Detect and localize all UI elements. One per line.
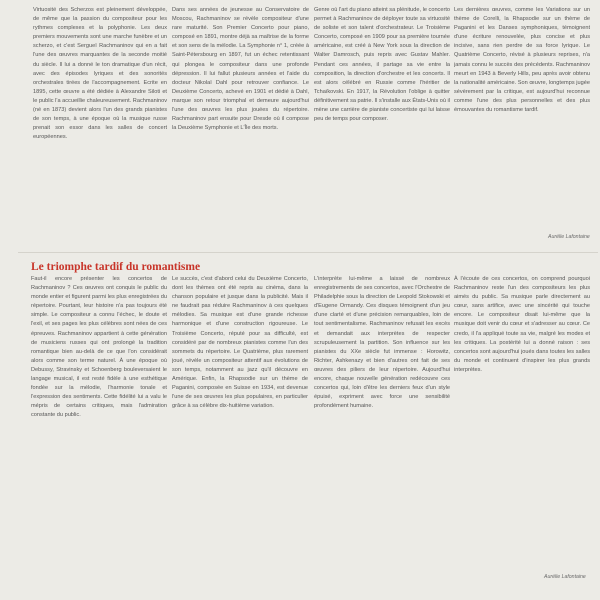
upper-column-4: [454, 6, 590, 248]
upper-column-3: [314, 6, 450, 248]
section-divider: [18, 252, 598, 253]
upper-paragraph-1: Virtuosité des Scherzos est pleinement développée, de même que la passion du compositeur pour les rythmes complexes et la polyphonie. Les deux premiers mouvements sont une marche funèbre et un scherzo, et c'est Sergueï Rachmaninov qui en a fait l'une des œuvres marquantes de la seconde moitié du siècle. Il lui a donné le ton dramatique d'un récit, avec des épisodes lyriques et des sonorités orchestrales tirées de l'accompagnement. Ecrite en 1895, cette œuvre a été dédiée à Alexandre Siloti et le public l'a accueillie chaleureusement. Rachmaninov (né en 1873) devient alors l'un des grands pianistes de son temps, à une époque où la musique russe prenait son essor dans les salles de concert européennes.: [33, 7, 167, 141]
lower-paragraph-1: Faut-il encore présenter les concertos de Rachmaninov ? Ces œuvres ont conquis le public du monde entier et figurent parmi les plus enregistrées du répertoire. Pourtant, leur histoire n'a pas toujours été simple. Le compositeur a connu l'échec, le doute et l'exil, et ses pages les plus célèbres sont nées de ces épreuves. Rachmaninov appartient à cette génération de musiciens russes qui ont prolongé la tradition romantique bien au-delà de ce que l'on considérait alors comme son terme naturel. À une époque où Debussy, Stravinsky et Schoenberg bouleversaient le langage musical, il est resté fidèle à une esthétique fondée sur la mélodie, l'harmonie tonale et l'expression des sentiments. Cette fidélité lui a valu le mépris de certains critiques, mais l'admiration constante du public.: [31, 276, 167, 419]
upper-paragraph-2: Dans ses années de jeunesse au Conservatoire de Moscou, Rachmaninov se révèle compositeur d'une rare maturité. Son Premier Concerto pour piano, composé en 1891, montre déjà sa maîtrise de la forme et son sens de la mélodie. La Symphonie n° 1, créée à Saint-Pétersbourg en 1897, fut un échec retentissant qui plongea le compositeur dans une profonde dépression. Il lui fallut plusieurs années et l'aide du docteur Nikolaï Dahl pour retrouver confiance. Le Deuxième Concerto, achevé en 1901 et dédié à Dahl, marque son retour triomphal et demeure aujourd'hui l'une des œuvres les plus jouées du répertoire. Rachmaninov part ensuite pour Dresde où il compose la Deuxième Symphonie et L'Île des morts.: [172, 7, 309, 132]
section-title: Le triomphe tardif du romantisme: [31, 261, 201, 273]
upper-section: [0, 0, 600, 250]
upper-column-2: [172, 6, 309, 248]
lower-paragraph-3: L'interprète lui-même a laissé de nombreux enregistrements de ses concertos, avec l'Orchestre de Philadelphie sous la direction de Leopold Stokowski et d'Eugene Ormandy. Ces disques témoignent d'un jeu d'une clarté et d'une précision remarquables, loin de tout sentimentalisme. Rachmaninov refusait les excès et demandait aux interprètes de respecter scrupuleusement la partition. Son influence sur les pianistes du XXe siècle fut immense : Horowitz, Richter, Ashkenazy et bien d'autres ont fait de ses œuvres des piliers de leur répertoire. Aujourd'hui encore, chaque nouvelle génération redécouvre ces concertos qui, loin d'être les derniers feux d'un style épuisé, expriment avec force une sensibilité profondément humaine.: [314, 276, 450, 410]
lower-column-2: [172, 275, 308, 595]
upper-paragraph-3: Genre où l'art du piano atteint sa plénitude, le concerto permet à Rachmaninov de déployer toute sa virtuosité de soliste et son talent d'orchestrateur. Le Troisième Concerto, composé en 1909 pour sa première tournée américaine, est créé à New York sous la direction de Walter Damrosch, puis repris avec Gustav Mahler. Pendant ces années, il partage sa vie entre la composition, la direction d'orchestre et les concerts. Il est alors célébré en Russie comme l'héritier de Tchaïkovski. En 1917, la Révolution l'oblige à quitter définitivement sa patrie. Il s'installe aux États-Unis où il mène une carrière de pianiste concertiste qui lui laisse peu de temps pour composer.: [314, 7, 450, 123]
lower-column-4: [454, 275, 590, 570]
lower-column-1: [31, 275, 167, 595]
upper-column-1: [33, 6, 167, 248]
upper-signature: Aurélie Lafontaine: [548, 234, 590, 240]
lower-paragraph-2: Le succès, c'est d'abord celui du Deuxième Concerto, dont les thèmes ont été repris au cinéma, dans la chanson populaire et jusque dans la publicité. Mais il ne faudrait pas réduire Rachmaninov à ces quelques mélodies. Sa musique est d'une grande richesse harmonique et d'une construction rigoureuse. Le Troisième Concerto, réputé pour sa difficulté, est considéré par de nombreux pianistes comme l'un des sommets du répertoire. Le Quatrième, plus rarement joué, révèle un compositeur attentif aux évolutions de son temps, notamment au jazz qu'il découvre en Amérique. Enfin, la Rhapsodie sur un thème de Paganini, composée en Suisse en 1934, est devenue l'une de ses œuvres les plus populaires, en particulier grâce à sa célèbre dix-huitième variation.: [172, 276, 308, 410]
lower-column-3: [314, 275, 450, 595]
lower-paragraph-4: À l'écoute de ces concertos, on comprend pourquoi Rachmaninov reste l'un des compositeurs les plus aimés du public. Sa musique parle directement au cœur, sans artifice, avec une sincérité qui touche encore. Le compositeur disait lui-même que la musique doit venir du cœur et s'adresser au cœur. Ce credo, il l'a appliqué toute sa vie, malgré les modes et les critiques. La postérité lui a donné raison : ses concertos sont aujourd'hui joués dans toutes les salles du monde et continuent d'inspirer les plus grands interprètes.: [454, 276, 590, 373]
lower-signature: Aurélie Lafontaine: [544, 574, 586, 580]
upper-paragraph-4: Les dernières œuvres, comme les Variations sur un thème de Corelli, la Rhapsodie sur un thème de Paganini et les Danses symphoniques, témoignent d'une écriture renouvelée, plus concise et plus incisive, sans rien perdre de sa force lyrique. Le Quatrième Concerto, révisé à plusieurs reprises, n'a jamais connu le succès des précédents. Rachmaninov meurt en 1943 à Beverly Hills, peu après avoir obtenu la nationalité américaine. Son œuvre, longtemps jugée sévèrement par la critique, est aujourd'hui reconnue comme l'une des plus personnelles et des plus émouvantes du romantisme tardif.: [454, 7, 590, 114]
